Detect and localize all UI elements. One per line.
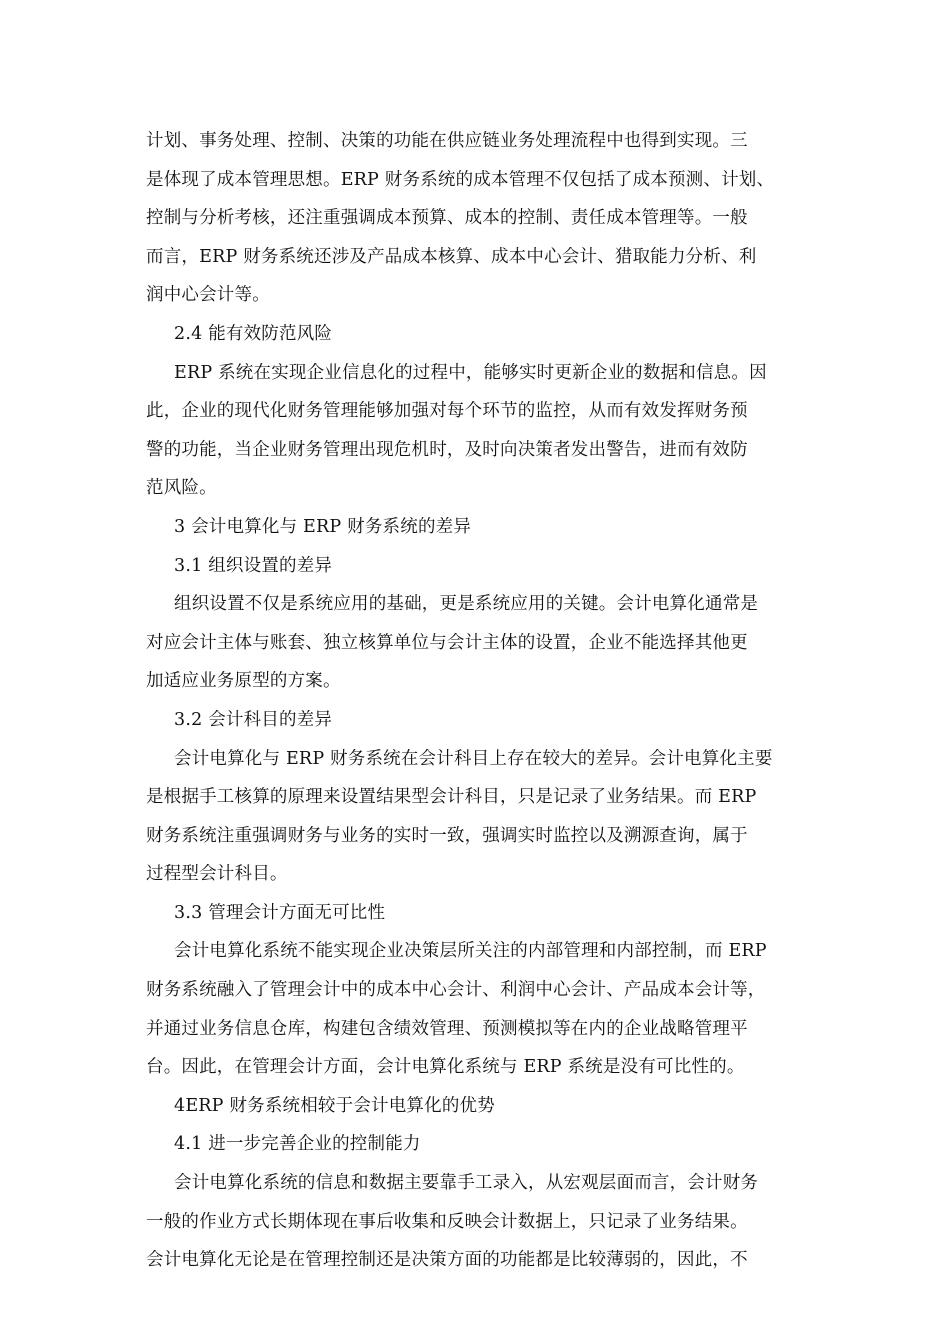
text-line: 一般的作业方式长期体现在事后收集和反映会计数据上，只记录了业务结果。 <box>146 1211 748 1232</box>
text-line: 并通过业务信息仓库，构建包含绩效管理、预测模拟等在内的企业战略管理平 <box>146 1018 748 1039</box>
text-line: 此，企业的现代化财务管理能够加强对每个环节的监控，从而有效发挥财务预 <box>146 401 748 422</box>
paragraph-start-line: 3.2 会计科目的差异 <box>174 709 333 730</box>
paragraph-start-line: 会计电算化系统的信息和数据主要靠手工录入，从宏观层面而言，会计财务 <box>174 1173 759 1194</box>
text-line: 加适应业务原型的方案。 <box>146 671 341 692</box>
paragraph-start-line: 4.1 进一步完善企业的控制能力 <box>174 1134 421 1155</box>
text-line: 会计电算化无论是在管理控制还是决策方面的功能都是比较薄弱的，因此，不 <box>146 1250 748 1271</box>
paragraph-start-line: 3.1 组织设置的差异 <box>174 555 333 576</box>
text-line: 是体现了成本管理思想。ERP 财务系统的成本管理不仅包括了成本预测、计划、 <box>146 169 775 190</box>
paragraph-start-line: 4ERP 财务系统相较于会计电算化的优势 <box>174 1095 495 1116</box>
paragraph-start-line: 会计电算化与 ERP 财务系统在会计科目上存在较大的差异。会计电算化主要 <box>174 748 773 769</box>
text-line: 对应会计主体与账套、独立核算单位与会计主体的设置，企业不能选择其他更 <box>146 632 748 653</box>
text-line: 范风险。 <box>146 478 217 499</box>
paragraph-start-line: ERP 系统在实现企业信息化的过程中，能够实时更新企业的数据和信息。因 <box>174 362 767 383</box>
text-line: 润中心会计等。 <box>146 285 270 306</box>
paragraph-start-line: 3.3 管理会计方面无可比性 <box>174 902 386 923</box>
paragraph-start-line: 组织设置不仅是系统应用的基础，更是系统应用的关键。会计电算化通常是 <box>174 594 759 615</box>
paragraph-start-line: 2.4 能有效防范风险 <box>174 323 333 344</box>
text-line: 控制与分析考核，还注重强调成本预算、成本的控制、责任成本管理等。一般 <box>146 208 748 229</box>
text-line: 财务系统融入了管理会计中的成本中心会计、利润中心会计、产品成本会计等， <box>146 980 766 1001</box>
document-body <box>146 122 806 1280</box>
text-line: 而言，ERP 财务系统还涉及产品成本核算、成本中心会计、猎取能力分析、利 <box>146 246 757 267</box>
text-line: 台。因此，在管理会计方面，会计电算化系统与 ERP 系统是没有可比性的。 <box>146 1057 745 1078</box>
text-line: 过程型会计科目。 <box>146 864 288 885</box>
paragraph-start-line: 3 会计电算化与 ERP 财务系统的差异 <box>174 516 472 537</box>
text-line: 财务系统注重强调财务与业务的实时一致，强调实时监控以及溯源查询，属于 <box>146 825 748 846</box>
text-line: 是根据手工核算的原理来设置结果型会计科目，只是记录了业务结果。而 ERP <box>146 787 757 808</box>
paragraph-start-line: 会计电算化系统不能实现企业决策层所关注的内部管理和内部控制，而 ERP <box>174 941 767 962</box>
text-line: 警的功能，当企业财务管理出现危机时，及时向决策者发出警告，进而有效防 <box>146 439 748 460</box>
text-line: 计划、事务处理、控制、决策的功能在供应链业务处理流程中也得到实现。三 <box>146 131 748 151</box>
